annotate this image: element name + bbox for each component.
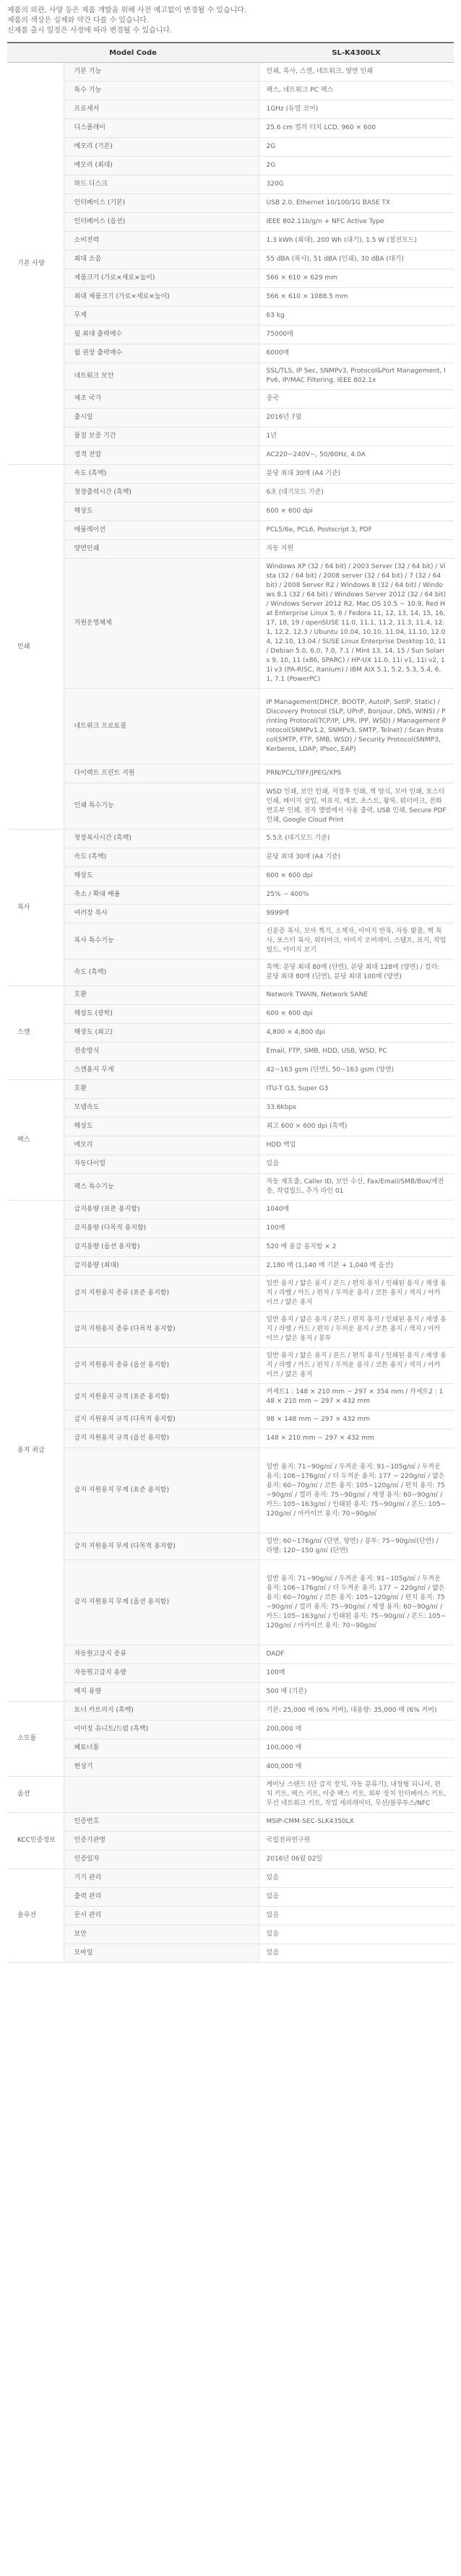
- spec-label: 호환: [64, 986, 259, 1005]
- spec-category: 용지 취급: [7, 1201, 64, 1702]
- spec-label: 문서 관리: [64, 1907, 259, 1926]
- spec-value: 400,000 매: [259, 1758, 454, 1777]
- spec-row: [7, 1777, 454, 1813]
- spec-category: KCC인증정보: [7, 1813, 64, 1869]
- spec-value: 일반 용지: 71~90g/㎡ / 두꺼운 용지: 91~105g/㎡ / 두꺼운 용지: 106~176g/㎡ / 더 두꺼운 용지: 177 ~ 220g/㎡ / 얇은 용지: 60~70g/㎡ / 코튼 용지: 105~120g/㎡ / 편치 용지: 75~90g/㎡ / 컬러 용지: 75~90g/㎡ / 재생 용지: 60~90g/㎡ / 카드: 105~163g/㎡ / 인쇄된 용지: 75~90g/㎡ / 본드: 105~120g/㎡ / 아카이브 용지: 70~90g/㎡: [259, 1560, 454, 1645]
- spec-row: [7, 1238, 454, 1257]
- spec-label: 자동원고급지 용량: [64, 1664, 259, 1683]
- spec-row: [7, 521, 454, 540]
- spec-row: [7, 427, 454, 446]
- spec-category: 솔루션: [7, 1869, 64, 1963]
- spec-value: 566 × 610 × 629 mm: [259, 269, 454, 288]
- notice-line: 제품의 외관, 사양 등은 제품 개발을 위해 사전 예고없이 변경될 수 있습니다.: [7, 6, 247, 14]
- spec-label: 여러장 복사: [64, 905, 259, 923]
- spec-row: [7, 960, 454, 986]
- spec-label: 출력 관리: [64, 1888, 259, 1907]
- spec-row: [7, 765, 454, 783]
- spec-value: 9999매: [259, 905, 454, 923]
- spec-row: [7, 848, 454, 867]
- spec-value: Windows XP (32 / 64 bit) / 2003 Server (32 / 64 bit) / Vista (32 / 64 bit) / 2008 server (32 / 64 bit) / 7 (32 / 64 bit) / 2008 Server R2 / Windows 8 (32 / 64 bit) / Windows 8.1 (32 / 64 bit) / Windows Server 2012 (32 / 64 bit) / Windows Server 2012 R2, Mac OS 10.5 ~ 10.9, Red Hat Enterprise Linux 5, 6 / Fedora 11, 12, 13, 14, 15, 16, 17, 18, 19 / openSUSE 11.0, 11.1, 11.2, 11.3, 11.4, 12.1, 12.2, 12.3 / Ubuntu 10.04, 10.10, 11.04, 11.10, 12.04, 12.10, 13.04 / SUSE Linux Enterprise Desktop 10, 11 / Debian 5.0, 6.0, 7.0, 7.1 / Mint 13, 14, 15 / Sun Solaris 9, 10, 11 (x86, SPARC) / HP-UX 11.0, 11i v1, 11i v2, 11i v3 (PA-RISC, Itanium) / IBM AIX 5.1, 5.2, 5.3, 5.4, 6.1, 7.1 (PowerPC): [259, 559, 454, 689]
- spec-label: 이미징 유니트/드럼 (흑백): [64, 1720, 259, 1739]
- spec-label: 인터페이스 (옵션): [64, 213, 259, 232]
- spec-value: 566 × 610 × 1088.5 mm: [259, 288, 454, 307]
- spec-label: 급지 지원용지 규격 (옵션 용지함): [64, 1430, 259, 1448]
- spec-value: 일반 용지 / 얇은 용지 / 본드 / 편치 용지 / 인쇄된 용지 / 재생 용지 / 라벨 / 카드 / 편치 / 두꺼운 용지 / 코튼 용지 / 색지 / 아카이브 / 얇은 용지: [259, 1276, 454, 1312]
- spec-row: [7, 923, 454, 960]
- spec-value: 흑백: 분당 최대 80매 (단면), 분당 최대 128매 (양면) / 컬러: 분당 최대 80매 (단면), 분당 최대 100매 (양면): [259, 960, 454, 986]
- spec-value: 1040매: [259, 1201, 454, 1219]
- spec-row: [7, 1664, 454, 1683]
- spec-value: 200,000 매: [259, 1720, 454, 1739]
- spec-label: 자동원고급지 종류: [64, 1645, 259, 1664]
- spec-value: WSD 인쇄, 보안 인쇄, 저장후 인쇄, 책 양식, 모아 인쇄, 포스터 인쇄, 페이지 삽입, 비표지, 에코, 초스트, 왕뚝, 워터마크, 전화번호부 인쇄, 전자 앨범에서 사용 출력, USB 인쇄, Secure PDF 인쇄, Google Cloud Print: [259, 783, 454, 830]
- spec-label: 품질 보증 기간: [64, 427, 259, 446]
- spec-value: 100매: [259, 1219, 454, 1238]
- spec-row: [7, 194, 454, 213]
- spec-row: [7, 1448, 454, 1533]
- spec-value: 국립전파연구원: [259, 1832, 454, 1850]
- spec-row: [7, 1118, 454, 1136]
- spec-row: [7, 251, 454, 269]
- spec-row: [7, 986, 454, 1005]
- spec-label: 호환: [64, 1080, 259, 1099]
- spec-row: [7, 175, 454, 194]
- spec-value: 2G: [259, 138, 454, 157]
- spec-category: 스캔: [7, 986, 64, 1080]
- spec-value: 팩스, 네트워크 PC 팩스: [259, 82, 454, 100]
- spec-row: [7, 1645, 454, 1664]
- spec-row: [7, 1005, 454, 1024]
- spec-value: 1.3 kWh (최대), 200 Wh (대기), 1.5 W (절전모드): [259, 232, 454, 251]
- spec-value: 5.5초 (대기모드 기준): [259, 830, 454, 848]
- spec-label: 메모리 (최대): [64, 157, 259, 175]
- spec-row: [7, 540, 454, 559]
- spec-value: 100,000 매: [259, 1739, 454, 1758]
- spec-row: [7, 1720, 454, 1739]
- spec-value: 커세트1 : 148 × 210 mm ~ 297 × 354 mm / 카세트2 : 148 × 210 mm ~ 297 × 432 mm: [259, 1384, 454, 1411]
- spec-value: 520 매 용급 용지함 × 2: [259, 1238, 454, 1257]
- spec-label: 출시일: [64, 409, 259, 427]
- spec-label: 무게: [64, 307, 259, 326]
- spec-category: 인쇄: [7, 465, 64, 830]
- spec-row: [7, 1348, 454, 1384]
- spec-value: 100매: [259, 1664, 454, 1683]
- spec-category: 소모품: [7, 1702, 64, 1777]
- spec-table-header: [7, 43, 454, 63]
- spec-label: 에뮬레이션: [64, 521, 259, 540]
- spec-value: 분당 최대 30매 (A4 기준): [259, 848, 454, 867]
- spec-value: AC220~240V~, 50/60Hz, 4.0A: [259, 446, 454, 465]
- spec-table-body: [7, 63, 454, 1963]
- spec-label: 프로세서: [64, 100, 259, 119]
- spec-row: [7, 1099, 454, 1118]
- spec-row: [7, 1758, 454, 1777]
- spec-table: [7, 42, 454, 1963]
- spec-category: 기본 사양: [7, 63, 64, 465]
- spec-row: [7, 484, 454, 502]
- spec-value: 6000매: [259, 344, 454, 363]
- spec-label: 스캔용지 무게: [64, 1061, 259, 1080]
- spec-label: 속도 (흑백): [64, 465, 259, 484]
- spec-label: 축소 / 확대 배율: [64, 886, 259, 905]
- spec-row: [7, 326, 454, 344]
- spec-value: 1년: [259, 427, 454, 446]
- spec-label: 모뎀속도: [64, 1099, 259, 1118]
- spec-row: [7, 1944, 454, 1963]
- spec-row: [7, 1024, 454, 1043]
- spec-label: 최대 소음: [64, 251, 259, 269]
- spec-value: 1GHz (듀얼 코어): [259, 100, 454, 119]
- spec-row: [7, 344, 454, 363]
- spec-label: 첫장출력시간 (흑백): [64, 484, 259, 502]
- spec-value: 있음: [259, 1888, 454, 1907]
- spec-label: 속도 (흑백): [64, 848, 259, 867]
- spec-row: [7, 288, 454, 307]
- spec-value: PCL5/6e, PCL6, Postscript 3, PDF: [259, 521, 454, 540]
- spec-label: 급지용량 (다목적 용지함): [64, 1219, 259, 1238]
- spec-row: [7, 1813, 454, 1832]
- spec-value: 있음: [259, 1926, 454, 1944]
- spec-label: 폐토너통: [64, 1739, 259, 1758]
- spec-row: [7, 1136, 454, 1155]
- spec-label: 지원운영체제: [64, 559, 259, 689]
- spec-value: 자동 재호출, Caller ID, 보안 수신, Fax/Email/SMB/Box/재전송, 작업빌드, 추가 라인 01: [259, 1174, 454, 1201]
- spec-value: MSIP-CMM-SEC-SLK4350LX: [259, 1813, 454, 1832]
- spec-row: [7, 213, 454, 232]
- spec-row: [7, 502, 454, 521]
- spec-label: 모바일: [64, 1944, 259, 1963]
- spec-row: [7, 1257, 454, 1276]
- spec-row: [7, 1174, 454, 1201]
- spec-value: 98 × 148 mm ~ 297 × 432 mm: [259, 1411, 454, 1430]
- spec-label: 인증기관명: [64, 1832, 259, 1850]
- spec-value: 자동 지원: [259, 540, 454, 559]
- spec-value: 일반: 60~176g/㎡ (단면, 양면) / 봉투: 75~90g/㎡(단면) / 라벨: 120~150 g/㎡ (단면): [259, 1533, 454, 1560]
- spec-value: 분당 최대 30매 (A4 기준): [259, 465, 454, 484]
- spec-label: 급지 지원용지 무게 (옵션 용지함): [64, 1560, 259, 1645]
- spec-value: 600 × 600 dpi: [259, 502, 454, 521]
- spec-label: 기기 관리: [64, 1869, 259, 1888]
- spec-label: 속도 (흑백): [64, 960, 259, 986]
- spec-row: [7, 1061, 454, 1080]
- spec-value: 일반 용지 / 얇은 용지 / 본드 / 편치 용지 / 인쇄된 용지 / 재생 용지 / 라벨 / 카드 / 편치 / 두꺼운 용지 / 코튼 용지 / 색지 / 아카이브 / 얇은 용지: [259, 1348, 454, 1384]
- spec-value: 케비닛 스탠드 (단 급지 장치, 자동 분류기), 내장형 피니셔, 편치 키트, 팩스 키트, 이중 팩스 키트, 외부 장치 인터페이스 키트, 무선 네트워크 키트, 작업 세퍼레이터, 무선/블루투스/NFC: [259, 1777, 454, 1813]
- spec-label: 급지용량 (최대): [64, 1257, 259, 1276]
- spec-row: [7, 269, 454, 288]
- spec-row: [7, 1219, 454, 1238]
- spec-value: 신분증 복사, 모아 찍기, 소책자, 이미지 반복, 자동 맞춤, 책 복사, 포스터 복사, 워터마크, 이미지 오버레이, 스탬프, 표지, 작업 빌드, 이미지 보기: [259, 923, 454, 960]
- spec-value: 일반 용지: 71~90g/㎡ / 두꺼운 용지: 91~105g/㎡ / 두꺼운 용지: 106~176g/㎡ / 더 두꺼운 용지: 177 ~ 220g/㎡ / 얇은 용지: 60~70g/㎡ / 코튼 용지: 105~120g/㎡ / 편치 용지: 75~90g/㎡ / 컬러 용지: 75~90g/㎡ / 재생 용지: 60~90g/㎡ / 카드: 105~163g/㎡ / 인쇄된 용지: 75~90g/㎡ / 본드: 105~120g/㎡ / 아카이브 용지: 70~90g/㎡: [259, 1448, 454, 1533]
- spec-category: 복사: [7, 830, 64, 986]
- spec-label: 제품크기 (가로×세로×높이): [64, 269, 259, 288]
- spec-label: 급지용량 (옵션 용지함): [64, 1238, 259, 1257]
- spec-label: 보안: [64, 1926, 259, 1944]
- spec-row: [7, 905, 454, 923]
- spec-label: 자동다이얼: [64, 1155, 259, 1174]
- notice-line: 제품의 색상은 실제와 약간 다를 수 있습니다.: [7, 17, 150, 25]
- spec-category: 옵션: [7, 1777, 64, 1813]
- spec-label: 팩스 특수기능: [64, 1174, 259, 1201]
- spec-label: 급지용량 (표준 용지함): [64, 1201, 259, 1219]
- spec-row: [7, 363, 454, 390]
- spec-value: 기본: 25,000 매 (6% 커버), 대용량: 35,000 매 (6% 커버): [259, 1702, 454, 1720]
- spec-row: [7, 446, 454, 465]
- spec-value: 있음: [259, 1155, 454, 1174]
- spec-label: 급지 지원용지 무게 (표준 용지함): [64, 1448, 259, 1533]
- spec-row: [7, 1201, 454, 1219]
- spec-row: [7, 1155, 454, 1174]
- spec-row: [7, 867, 454, 886]
- spec-label: 메모리: [64, 1136, 259, 1155]
- spec-label: 해상도: [64, 502, 259, 521]
- spec-label: 소비전력: [64, 232, 259, 251]
- spec-row: [7, 409, 454, 427]
- spec-row: [7, 1043, 454, 1061]
- spec-label: 첫장복사시간 (흑백): [64, 830, 259, 848]
- spec-label: 양면인쇄: [64, 540, 259, 559]
- spec-value: 2,180 매 (1,140 매 기본 + 1,040 매 옵션): [259, 1257, 454, 1276]
- spec-value: 500 매 (기본): [259, 1683, 454, 1702]
- spec-label: 배지 용량: [64, 1683, 259, 1702]
- spec-label: 메모리 (기본): [64, 138, 259, 157]
- spec-value: 있음: [259, 1944, 454, 1963]
- model-code-value: SL-K4300LX: [259, 43, 454, 63]
- spec-value: 2016년 7월: [259, 409, 454, 427]
- spec-row: [7, 1312, 454, 1348]
- spec-label: 급지 지원용지 종류 (옵션 용지함): [64, 1348, 259, 1384]
- spec-value: 25.6 cm 컬러 터치 LCD, 960 × 600: [259, 119, 454, 138]
- spec-row: [7, 63, 454, 82]
- spec-label: 정격 전압: [64, 446, 259, 465]
- spec-label: 최대 제품크기 (가로×세로×높이): [64, 288, 259, 307]
- spec-value: ITU-T G3, Super G3: [259, 1080, 454, 1099]
- spec-label: 해상도: [64, 867, 259, 886]
- spec-row: [7, 1411, 454, 1430]
- spec-label: 디스플레이: [64, 119, 259, 138]
- spec-value: Email, FTP, SMB, HDD, USB, WSD, PC: [259, 1043, 454, 1061]
- spec-row: [7, 1926, 454, 1944]
- spec-value: 2016년 06월 02일: [259, 1850, 454, 1869]
- spec-row: [7, 1888, 454, 1907]
- spec-value: 일반 용지 / 얇은 용지 / 본드 / 편치 용지 / 인쇄된 용지 / 재생 용지 / 라벨 / 카드 / 편치 / 두꺼운 용지 / 코튼 용지 / 색지 / 아카이브 / 얇은 용지 / 봉투: [259, 1312, 454, 1348]
- spec-label: 인증번호: [64, 1813, 259, 1832]
- spec-row: [7, 1533, 454, 1560]
- spec-label: 해상도 (최고): [64, 1024, 259, 1043]
- spec-row: [7, 783, 454, 830]
- spec-label: 해상도: [64, 1118, 259, 1136]
- spec-value: 4,800 × 4,800 dpi: [259, 1024, 454, 1043]
- spec-value: PRN/PCL/TIFF/JPEG/XPS: [259, 765, 454, 783]
- spec-value: IEEE 802.11b/g/n + NFC Active Type: [259, 213, 454, 232]
- spec-row: [7, 138, 454, 157]
- spec-value: 63 kg: [259, 307, 454, 326]
- spec-value: USB 2.0, Ethernet 10/100/1G BASE TX: [259, 194, 454, 213]
- spec-label: 월 최대 출력매수: [64, 326, 259, 344]
- spec-label: 토너 카트리지 (흑백): [64, 1702, 259, 1720]
- spec-value: 6초 (대기모드 기준): [259, 484, 454, 502]
- spec-label: 기본 기능: [64, 63, 259, 82]
- spec-value: 33.6kbps: [259, 1099, 454, 1118]
- spec-value: 있음: [259, 1907, 454, 1926]
- spec-label: [64, 1777, 259, 1813]
- spec-row: [7, 1739, 454, 1758]
- spec-value: HDD 백업: [259, 1136, 454, 1155]
- spec-row: [7, 1430, 454, 1448]
- spec-value: SSL/TLS, IP Sec, SNMPv3, Protocol&Port Management, IPv6, IP/MAC Filtering, IEEE 802.1x: [259, 363, 454, 390]
- model-code-label: Model Code: [7, 43, 259, 63]
- spec-row: [7, 157, 454, 175]
- spec-value: 55 dBA (복사), 51 dBA (인쇄), 30 dBA (대기): [259, 251, 454, 269]
- spec-value: 600 × 600 dpi: [259, 867, 454, 886]
- spec-row: [7, 1907, 454, 1926]
- spec-row: [7, 1384, 454, 1411]
- spec-row: [7, 465, 454, 484]
- spec-value: 320G: [259, 175, 454, 194]
- spec-row: [7, 119, 454, 138]
- spec-category: 팩스: [7, 1080, 64, 1201]
- spec-row: [7, 1276, 454, 1312]
- spec-row: [7, 82, 454, 100]
- spec-label: 특수 기능: [64, 82, 259, 100]
- spec-row: [7, 1683, 454, 1702]
- spec-label: 하드 디스크: [64, 175, 259, 194]
- spec-value: 600 × 600 dpi: [259, 1005, 454, 1024]
- spec-value: IP Management(DHCP, BOOTP, AutoIP, SetIP, Static) / Discovery Protocol (SLP, UPnP, Bonjour, DNS, WINS) / Printing Protocol(TCP/IP, LPR, IPP, WSD) / Management Protocol(SNMPv1.2, SNMPv3, SMTP, Telnet) / Scan Protocol(SMTP, FTP, SMB, WSD) / Security Protocol(SNMP3, Kerberos, LDAP, IPsec, EAP): [259, 689, 454, 765]
- spec-row: [7, 1080, 454, 1099]
- spec-label: 급지 지원용지 규격 (다목적 용지함): [64, 1411, 259, 1430]
- spec-row: [7, 830, 454, 848]
- spec-label: 인증일자: [64, 1850, 259, 1869]
- spec-row: [7, 1560, 454, 1645]
- spec-row: [7, 100, 454, 119]
- spec-label: 급지 지원용지 규격 (표준 용지함): [64, 1384, 259, 1411]
- spec-row: [7, 1702, 454, 1720]
- spec-label: 급지 지원용지 무게 (다목적 용지함): [64, 1533, 259, 1560]
- spec-row: [7, 232, 454, 251]
- spec-value: 148 × 210 mm ~ 297 × 432 mm: [259, 1430, 454, 1448]
- spec-value: 42~163 gsm (단면), 50~163 gsm (양면): [259, 1061, 454, 1080]
- spec-row: [7, 390, 454, 409]
- spec-row: [7, 1869, 454, 1888]
- spec-label: 급지 지원용지 종류 (표준 용지함): [64, 1276, 259, 1312]
- spec-row: [7, 1850, 454, 1869]
- spec-value: 75000매: [259, 326, 454, 344]
- notice-line: 신제품 출시 일정은 사정에 따라 변경될 수 있습니다.: [7, 27, 173, 35]
- spec-label: 다이렉트 프린트 지원: [64, 765, 259, 783]
- spec-label: 네트워크 보안: [64, 363, 259, 390]
- spec-label: 인쇄 특수기능: [64, 783, 259, 830]
- spec-value: 있음: [259, 1869, 454, 1888]
- spec-value: 최고 600 × 600 dpi (흑백): [259, 1118, 454, 1136]
- spec-value: Network TWAIN, Network SANE: [259, 986, 454, 1005]
- spec-row: [7, 886, 454, 905]
- spec-label: 제조 국가: [64, 390, 259, 409]
- spec-label: 현상기: [64, 1758, 259, 1777]
- spec-value: 25% ~ 400%: [259, 886, 454, 905]
- spec-label: 월 권장 출력매수: [64, 344, 259, 363]
- spec-label: 전송방식: [64, 1043, 259, 1061]
- spec-label: 급지 지원용지 종류 (다목적 용지함): [64, 1312, 259, 1348]
- spec-value: 중국: [259, 390, 454, 409]
- notice-text: [0, 0, 461, 42]
- spec-row: [7, 559, 454, 689]
- spec-label: 인터페이스 (기본): [64, 194, 259, 213]
- spec-row: [7, 1832, 454, 1850]
- spec-row: [7, 689, 454, 765]
- spec-label: 네트워크 프로토콜: [64, 689, 259, 765]
- spec-value: DADF: [259, 1645, 454, 1664]
- spec-label: 복사 특수기능: [64, 923, 259, 960]
- spec-value: 인쇄, 복사, 스캔, 네트워크, 양면 인쇄: [259, 63, 454, 82]
- spec-value: 2G: [259, 157, 454, 175]
- spec-row: [7, 307, 454, 326]
- spec-label: 해상도 (광학): [64, 1005, 259, 1024]
